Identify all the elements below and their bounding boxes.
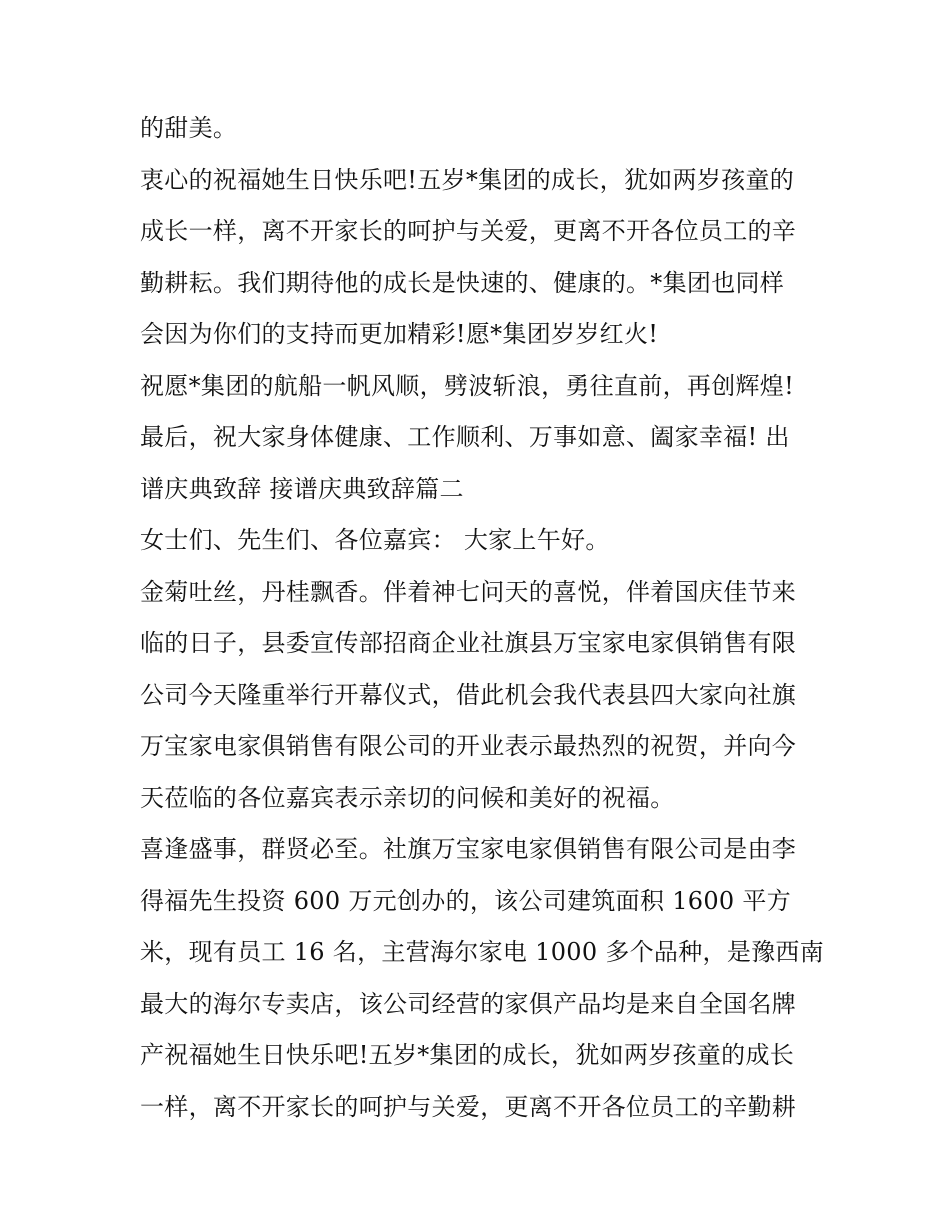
text-line: 衷心的祝福她生日快乐吧!五岁*集团的成长，犹如两岁孩童的 <box>140 165 795 194</box>
text-line: 成长一样，离不开家长的呵护与关爱，更离不开各位员工的辛 <box>140 217 797 245</box>
text-line: 谱庆典致辞 接谱庆典致辞篇二 <box>140 474 464 503</box>
text-line: 喜逢盛事，群贤必至。社旗万宝家电家俱销售有限公司是由李 <box>140 835 797 863</box>
text-line: 最后，祝大家身体健康、工作顺利、万事如意、阖家幸福! 出 <box>140 423 790 451</box>
text-line: 最大的海尔专卖店，该公司经营的家俱产品均是来自全国名牌 <box>140 989 797 1018</box>
text-line: 勤耕耘。我们期待他的成长是快速的、健康的。*集团也同样 <box>140 268 785 297</box>
text-line: 一样，离不开家长的呵护与关爱，更离不开各位员工的辛勤耕 <box>140 1092 797 1121</box>
text-line: 女士们、先生们、各位嘉宾： 大家上午好。 <box>140 526 610 554</box>
text-line: 得福先生投资 600 万元创办的，该公司建筑面积 1600 平方 <box>140 886 792 915</box>
text-line: 祝愿*集团的航船一帆风顺，劈波斩浪，勇往直前，再创辉煌! <box>140 371 795 400</box>
text-line: 米，现有员工 16 名，主营海尔家电 1000 多个品种，是豫西南 <box>140 938 825 966</box>
text-line: 会因为你们的支持而更加精彩!愿*集团岁岁红火! <box>140 320 659 348</box>
text-line: 天莅临的各位嘉宾表示亲切的问候和美好的祝福。 <box>140 783 675 812</box>
text-line: 公司今天隆重举行开幕仪式，借此机会我代表县四大家向社旗 <box>140 680 797 709</box>
text-line: 金菊吐丝，丹桂飘香。伴着神七问天的喜悦，伴着国庆佳节来 <box>140 577 797 606</box>
document-body <box>140 106 830 1136</box>
text-line: 临的日子，县委宣传部招商企业社旗县万宝家电家俱销售有限 <box>140 629 797 657</box>
text-line: 产祝福她生日快乐吧!五岁*集团的成长，犹如两岁孩童的成长 <box>140 1041 795 1069</box>
text-line: 万宝家电家俱销售有限公司的开业表示最热烈的祝贺，并向今 <box>140 732 797 760</box>
text-line: 的甜美。 <box>140 114 238 142</box>
